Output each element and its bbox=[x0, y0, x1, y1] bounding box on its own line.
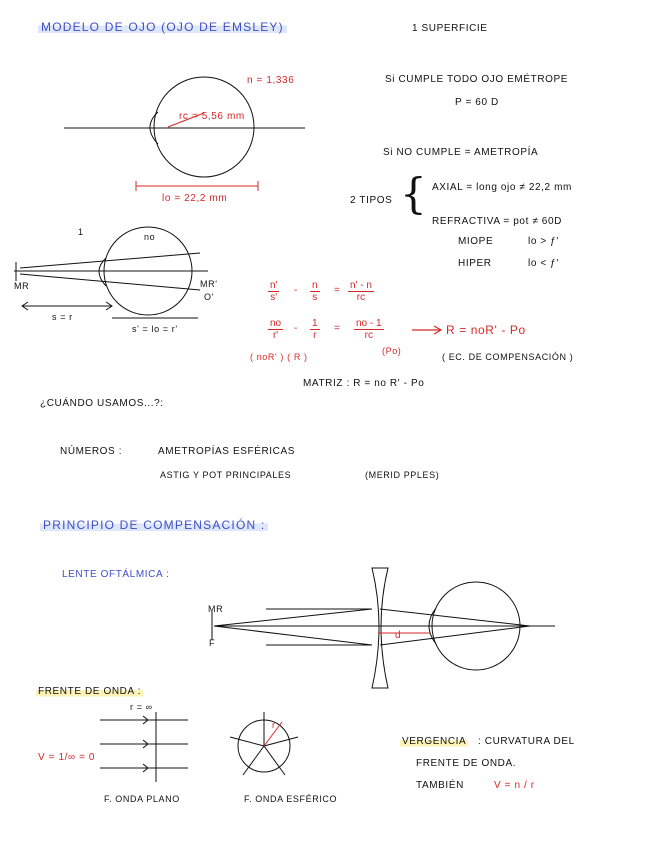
po-term-label: (Po) bbox=[382, 346, 402, 356]
eye-refraction-drawing bbox=[14, 227, 208, 318]
far-point-image-label: MR' bbox=[200, 279, 218, 289]
ametropia-condition: Si NO CUMPLE = AMETROPÍA bbox=[383, 147, 539, 158]
compensation-drawing bbox=[212, 568, 555, 688]
axial-length-arrow bbox=[136, 181, 258, 191]
spherical-ametropias: AMETROPÍAS ESFÉRICAS bbox=[158, 446, 296, 457]
spherical-wavefront-caption: F. ONDA ESFÉRICO bbox=[244, 794, 338, 804]
hyper-condition: lo < ƒ' bbox=[528, 258, 559, 269]
power-value: P = 60 D bbox=[455, 97, 499, 108]
compensation-equation: R = noR' - Po bbox=[446, 323, 526, 337]
equation-term-labels: ( noR' ) ( R ) bbox=[250, 352, 308, 362]
compensation-equation-name: ( EC. DE COMPENSACIÓN ) bbox=[442, 352, 574, 362]
vergence-formula: V = n / r bbox=[494, 780, 535, 791]
axial-type: AXIAL = long ojo ≠ 22,2 mm bbox=[432, 182, 572, 193]
two-types-label: 2 TIPOS bbox=[350, 195, 393, 206]
vergence-label: VERGENCIA bbox=[402, 736, 467, 747]
astigmatism-note: ASTIG Y POT PRINCIPALES bbox=[160, 470, 292, 480]
eye-model-drawing bbox=[64, 77, 305, 177]
matrix-equation: MATRIZ : R = no R' - Po bbox=[303, 378, 425, 389]
myope-condition: lo > ƒ' bbox=[528, 236, 559, 247]
ophthalmic-lens-label: LENTE OFTÁLMICA : bbox=[62, 569, 170, 580]
vergence-definition-1: : CURVATURA DEL bbox=[478, 736, 575, 747]
page-title: MODELO DE OJO (OJO DE EMSLEY) bbox=[38, 20, 287, 34]
hyper-label: HIPER bbox=[458, 258, 492, 269]
curly-brace: { bbox=[400, 169, 427, 218]
principal-meridians-note: (MERID PPLES) bbox=[365, 470, 440, 480]
also-label: TAMBIÉN bbox=[416, 780, 464, 791]
fraction-1-r: $\frac{1}{r}$ bbox=[312, 318, 318, 341]
retina-point-label: O' bbox=[204, 292, 214, 302]
radius-label: rc = 5,56 mm bbox=[179, 111, 245, 122]
equals-sign-2: = bbox=[334, 323, 341, 334]
equals-sign: = bbox=[334, 285, 341, 296]
fraction-eye-power: $\frac{no - 1}{rc}$ bbox=[356, 318, 382, 341]
object-distance-label: s = r bbox=[52, 312, 73, 322]
refractive-index-label: n = 1,336 bbox=[247, 75, 295, 86]
fraction-power: $\frac{n' - n}{rc}$ bbox=[350, 280, 372, 303]
compensation-far-point-label: MR bbox=[208, 604, 224, 614]
when-question: ¿CUÁNDO USAMOS...?: bbox=[40, 398, 164, 409]
one-surface-note: 1 SUPERFICIE bbox=[412, 23, 488, 34]
fraction-n-prime-s-prime: $\frac{n'}{s'}$ bbox=[270, 280, 278, 303]
plane-wavefront-caption: F. ONDA PLANO bbox=[104, 794, 180, 804]
emmetrope-condition: Si CUMPLE TODO OJO EMÉTROPE bbox=[385, 74, 569, 85]
vertex-distance-label: d bbox=[395, 630, 402, 641]
image-distance-label: s' = lo = r' bbox=[132, 324, 178, 334]
myope-label: MIOPE bbox=[458, 236, 494, 247]
focal-point-label: F bbox=[209, 638, 216, 648]
axial-length-label: lo = 22,2 mm bbox=[162, 193, 228, 204]
minus-sign: - bbox=[294, 285, 298, 296]
far-point-label: MR bbox=[14, 281, 30, 291]
implies-arrow bbox=[412, 326, 441, 334]
infinite-radius-label: r = ∞ bbox=[130, 702, 153, 712]
ray-label-one: 1 bbox=[78, 227, 84, 237]
compensation-title: PRINCIPIO DE COMPENSACIÓN : bbox=[40, 518, 268, 532]
plane-wavefront-drawing bbox=[100, 712, 188, 782]
plane-vergence-formula: V = 1/∞ = 0 bbox=[38, 752, 96, 763]
fraction-n-s: $\frac{n}{s}$ bbox=[312, 280, 318, 303]
fraction-no-r-prime: $\frac{no}{r'}$ bbox=[270, 318, 282, 341]
numbers-label: NÚMEROS : bbox=[60, 446, 123, 457]
spherical-wavefront-drawing bbox=[230, 712, 298, 775]
minus-sign-2: - bbox=[294, 323, 298, 334]
eye-index-label: no bbox=[144, 232, 156, 242]
sphere-radius-label: r bbox=[272, 720, 276, 730]
refractive-type: REFRACTIVA = pot ≠ 60D bbox=[432, 216, 562, 227]
wavefront-title: FRENTE DE ONDA : bbox=[38, 686, 141, 697]
vergence-definition-2: FRENTE DE ONDA. bbox=[416, 758, 517, 769]
